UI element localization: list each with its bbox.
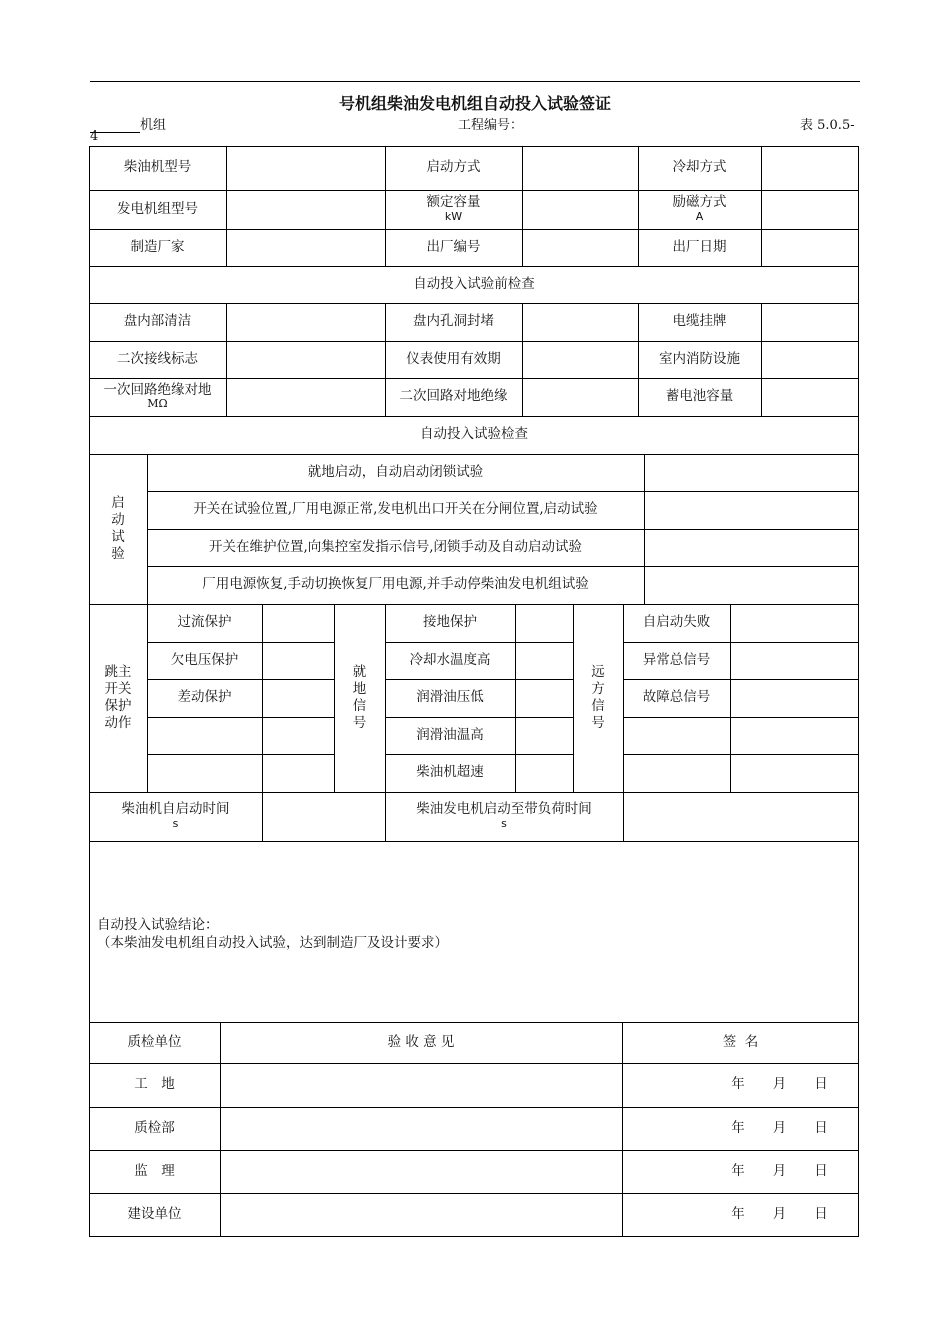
self-start-time-value[interactable] xyxy=(262,792,385,841)
trip-result[interactable] xyxy=(262,642,334,679)
signoff-date[interactable]: 年 月 日 xyxy=(731,1162,828,1179)
excitation-label xyxy=(638,190,761,229)
trip-item: 差动保护 xyxy=(177,689,232,706)
unit-suffix: 机组 xyxy=(140,118,167,133)
rated-capacity-value[interactable] xyxy=(522,190,638,229)
diesel-model-label: 柴油机型号 xyxy=(123,159,192,176)
local-signal-result[interactable] xyxy=(515,642,573,679)
trip-result[interactable] xyxy=(262,604,334,642)
local-signal-result[interactable] xyxy=(515,717,573,754)
start-test-label xyxy=(89,454,147,604)
start-test-result[interactable] xyxy=(644,566,859,604)
unit-number xyxy=(90,114,166,133)
table-number: 表 5.0.5- xyxy=(800,118,855,133)
local-signal-label xyxy=(334,604,385,792)
remote-signal-item: 故障总信号 xyxy=(642,689,711,706)
check-item: 室内消防设施 xyxy=(659,350,740,367)
cooling-mode-label: 冷却方式 xyxy=(672,159,727,176)
local-signal-item: 接地保护 xyxy=(423,614,477,631)
factory-date-value[interactable] xyxy=(761,229,859,266)
primary-insulation-text: 一次回路绝缘对地 xyxy=(103,381,212,398)
start-test-result[interactable] xyxy=(644,529,859,566)
signoff-date[interactable]: 年 月 日 xyxy=(731,1206,828,1223)
signoff-row-label: 工 地 xyxy=(134,1076,175,1093)
top-rule xyxy=(90,81,860,82)
local-signal-result[interactable] xyxy=(515,754,573,792)
page-title: 号机组柴油发电机组自动投入试验签证 xyxy=(338,94,611,113)
rated-capacity-text: 额定容量 xyxy=(426,194,481,211)
trip-item: 欠电压保护 xyxy=(170,651,239,668)
signoff-date[interactable]: 年 月 日 xyxy=(731,1119,828,1136)
start-test-result[interactable] xyxy=(644,491,859,529)
signoff-opinion-header: 验 收 意 见 xyxy=(387,1033,455,1050)
to-load-time-unit: s xyxy=(501,816,507,830)
check-value[interactable] xyxy=(226,341,385,378)
local-signal-item: 润滑油温高 xyxy=(416,726,484,743)
signoff-opinion[interactable] xyxy=(220,1107,622,1150)
remote-signal-label xyxy=(573,604,623,792)
project-number-label: 工程编号： xyxy=(458,118,524,133)
local-signal-item: 冷却水温度高 xyxy=(409,651,491,668)
remote-signal-text: 远 方 信 号 xyxy=(591,664,605,731)
start-test-item: 厂用电源恢复,手动切换恢复厂用电源,并手动停柴油发电机组试验 xyxy=(202,576,589,593)
manufacturer-value[interactable] xyxy=(226,229,385,266)
rated-capacity-label xyxy=(385,190,522,229)
trip-result[interactable] xyxy=(262,679,334,717)
signoff-unit-header: 质检单位 xyxy=(127,1033,182,1050)
remote-signal-item: 自启动失败 xyxy=(642,614,711,631)
local-signal-item: 润滑油压低 xyxy=(416,689,484,706)
trip-item: 过流保护 xyxy=(177,614,232,631)
check-item: 盘内部清洁 xyxy=(123,313,192,330)
cooling-mode-value[interactable] xyxy=(761,146,859,190)
local-signal-item: 柴油机超速 xyxy=(416,764,484,781)
manufacturer-label: 制造厂家 xyxy=(130,238,185,255)
check-item: 蓄电池容量 xyxy=(665,388,734,405)
serial-no-value[interactable] xyxy=(522,229,638,266)
local-signal-result[interactable] xyxy=(515,679,573,717)
check-value[interactable] xyxy=(522,341,638,378)
diesel-model-value[interactable] xyxy=(226,146,385,190)
start-mode-value[interactable] xyxy=(522,146,638,190)
self-start-time-text: 柴油机自启动时间 xyxy=(121,801,230,818)
check-item: 二次回路对地绝缘 xyxy=(399,388,508,405)
table-number-suffix: 4 xyxy=(90,129,99,144)
remote-signal-result[interactable] xyxy=(730,604,859,642)
rated-capacity-unit: kW xyxy=(444,209,463,223)
conclusion-text: （本柴油发电机组自动投入试验，达到制造厂及设计要求） xyxy=(97,935,448,951)
self-start-time-unit: s xyxy=(172,816,179,830)
to-load-time-value[interactable] xyxy=(623,792,859,841)
pre-check-heading: 自动投入试验前检查 xyxy=(413,275,535,292)
insulation-unit: MΩ xyxy=(147,397,168,411)
trip-label xyxy=(89,604,147,792)
signoff-row-label: 监 理 xyxy=(134,1162,175,1179)
signoff-opinion[interactable] xyxy=(220,1063,622,1107)
start-test-item: 就地启动，自动启动闭锁试验 xyxy=(307,463,484,480)
signoff-opinion[interactable] xyxy=(220,1193,622,1237)
self-start-time-label xyxy=(89,792,262,841)
excitation-text: 励磁方式 xyxy=(672,194,727,211)
check-value[interactable] xyxy=(761,303,859,341)
start-test-item: 开关在维护位置,向集控室发指示信号,闭锁手动及自动启动试验 xyxy=(208,538,583,555)
excitation-unit: A xyxy=(695,209,704,223)
check-value[interactable] xyxy=(761,378,859,416)
check-item: 仪表使用有效期 xyxy=(406,350,501,367)
remote-signal-item: 异常总信号 xyxy=(642,651,711,668)
start-test-text: 启 动 试 验 xyxy=(111,495,125,562)
local-signal-result[interactable] xyxy=(515,604,573,642)
start-test-result[interactable] xyxy=(644,454,859,491)
gen-model-label: 发电机组型号 xyxy=(117,200,198,217)
factory-date-label: 出厂日期 xyxy=(672,238,727,255)
check-value[interactable] xyxy=(522,303,638,341)
start-mode-label: 启动方式 xyxy=(426,159,481,176)
to-load-time-text: 柴油发电机启动至带负荷时间 xyxy=(416,801,592,818)
remote-signal-result[interactable] xyxy=(730,642,859,679)
check-value[interactable] xyxy=(761,341,859,378)
signoff-row-label: 质检部 xyxy=(134,1119,175,1136)
check-item: 二次接线标志 xyxy=(117,350,198,367)
signoff-opinion[interactable] xyxy=(220,1150,622,1193)
check-value[interactable] xyxy=(522,378,638,416)
check-value[interactable] xyxy=(226,303,385,341)
check-item: 电缆挂牌 xyxy=(672,313,727,330)
primary-insulation-label xyxy=(89,378,226,416)
start-test-item: 开关在试验位置,厂用电源正常,发电机出口开关在分闸位置,启动试验 xyxy=(193,501,598,518)
serial-no-label: 出厂编号 xyxy=(426,238,481,255)
to-load-time-label xyxy=(385,792,623,841)
trip-text: 跳主 开关 保护 动作 xyxy=(104,664,132,731)
conclusion-label: 自动投入试验结论： xyxy=(97,917,219,933)
excitation-value[interactable] xyxy=(761,190,859,229)
local-signal-text: 就 地 信 号 xyxy=(352,664,367,731)
remote-signal-result[interactable] xyxy=(730,679,859,717)
signoff-date[interactable]: 年 月 日 xyxy=(731,1076,828,1093)
check-value[interactable] xyxy=(226,378,385,416)
signoff-row-label: 建设单位 xyxy=(127,1206,182,1223)
check-item: 盘内孔洞封堵 xyxy=(413,313,494,330)
signoff-sign-header: 签 名 xyxy=(722,1033,759,1050)
gen-model-value[interactable] xyxy=(226,190,385,229)
conclusion-block[interactable] xyxy=(97,916,448,952)
auto-check-heading: 自动投入试验检查 xyxy=(420,426,528,443)
